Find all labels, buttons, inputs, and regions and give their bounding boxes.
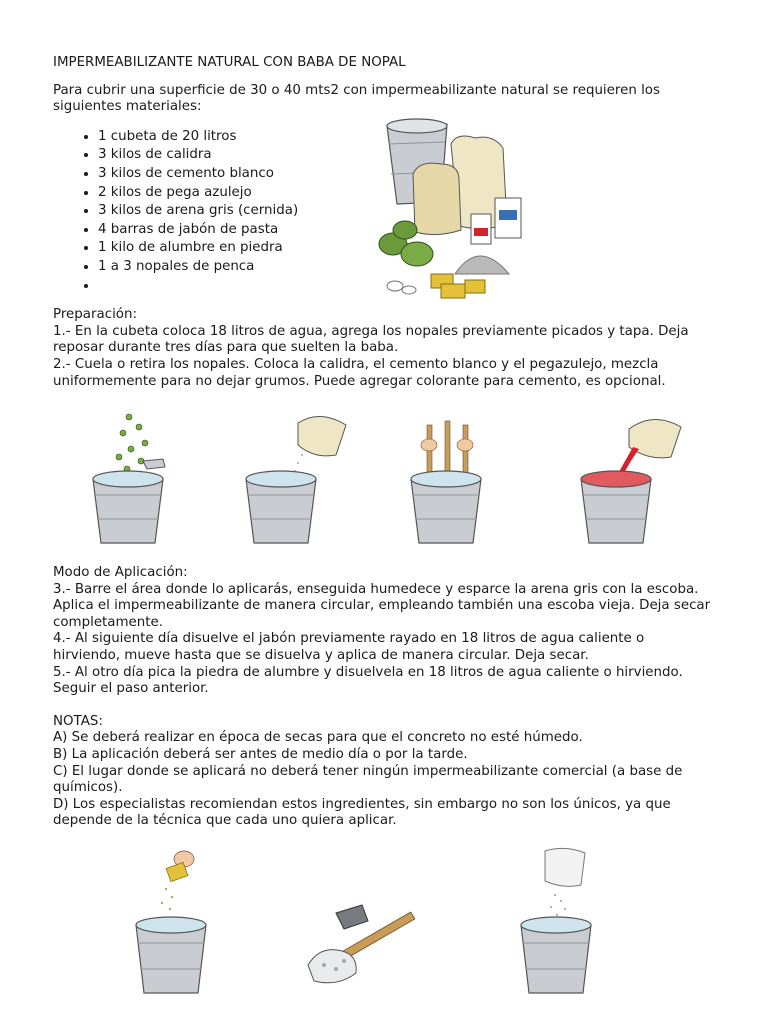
application-heading: Modo de Aplicación: [53, 565, 188, 581]
list-item: • 3 kilos de calidra [98, 146, 713, 165]
note-d: D) Los especialistas recomiendan estos ingredientes, sin embargo no son los únicos, ya que depende de la técnica que cada uno quiera aplicar. [53, 796, 671, 829]
list-item: • 3 kilos de arena gris (cernida) [98, 202, 713, 221]
list-item: • 1 a 3 nopales de penca [98, 258, 713, 277]
list-item: • 1 cubeta de 20 litros [98, 128, 713, 147]
application-step-5: 5.- Al otro día pica la piedra de alumbre y disuelvela en 18 litros de agua caliente o hirviendo. Seguir el paso anterior. [53, 664, 683, 697]
application-step-4: 4.- Al siguiente día disuelve el jabón previamente rayado en 18 litros de agua caliente o hirviendo, mueve hasta que se disuelva y aplica de manera circular. Deja secar. [53, 631, 645, 664]
bucket-nopales-illustration [85, 405, 175, 550]
note-b: B) La aplicación deberá ser antes de medio día o por la tarde. [53, 747, 468, 763]
preparation-step-2: 2.- Cuela o retira los nopales. Coloca la calidra, el cemento blanco y el pegazulejo, mezcla uniformemente para no dejar grumos. Puede agregar colorante para cemento, es opcional. [53, 356, 666, 389]
note-c: C) El lugar donde se aplicará no deberá tener ningún impermeabilizante comercial (a base de químicos). [53, 763, 683, 796]
intro-paragraph: Para cubrir una superficie de 30 o 40 mts2 con impermeabilizante natural se requieren los siguientes materiales: [53, 82, 660, 115]
materials-illustration [375, 114, 530, 304]
bucket-soap-illustration [130, 845, 220, 1000]
application-section [53, 565, 713, 698]
application-step-3: 3.- Barre el área donde lo aplicarás, enseguida humedece y esparce la arena gris con la escoba. Aplica el impermeabilizante de manera circular, empleando también una escoba vieja. Deja secar completamente. [53, 581, 711, 630]
notes-heading: NOTAS: [53, 713, 103, 729]
list-item: • 4 barras de jabón de pasta [98, 221, 713, 240]
document-title: IMPERMEABILIZANTE NATURAL CON BABA DE NOPAL [53, 55, 406, 70]
notes-section [53, 714, 713, 830]
preparation-section [53, 307, 713, 390]
bucket-mixing-illustration [405, 405, 495, 550]
bucket-calidra-illustration [240, 405, 355, 550]
list-item: • 1 kilo de alumbre en piedra [98, 239, 713, 258]
preparation-heading: Preparación: [53, 307, 137, 323]
bucket-alum-illustration [515, 845, 605, 1000]
note-a: A) Se deberá realizar en época de secas para que el concreto no esté húmedo. [53, 730, 583, 746]
preparation-step-1: 1.- En la cubeta coloca 18 litros de agua, agrega los nopales previamente picados y tapa. Deja reposar durante tres días para que suelten la baba. [53, 323, 689, 356]
hammer-alum-illustration [300, 895, 420, 990]
list-item: • 3 kilos de cemento blanco [98, 165, 713, 184]
list-item: • 2 kilos de pega azulejo [98, 184, 713, 203]
bucket-colorant-illustration [575, 405, 690, 550]
